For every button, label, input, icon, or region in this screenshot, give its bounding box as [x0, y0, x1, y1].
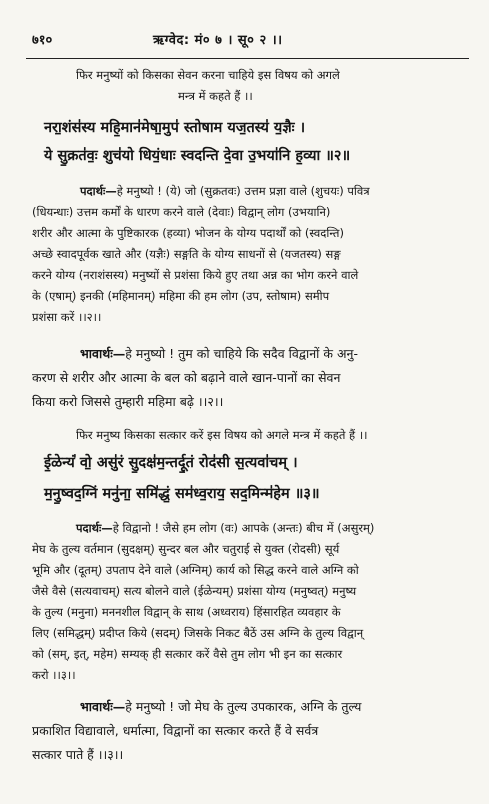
padartha-line: को (सम्, इत्, महेम) सम्यक् ही सत्कार करें वैसे तुम लोग भी इन का सत्कार: [32, 647, 343, 661]
padartha-label: पदार्थः—: [80, 184, 117, 198]
intro-line: फिर मनुष्य किसका सत्कार करें इस विषय को अगले मन्त्र में कहते हैं ।।: [76, 428, 368, 442]
padartha-label: पदार्थः—: [76, 521, 113, 535]
bhavartha-line: प्रकाशित विद्यावाले, धर्मात्मा, विद्वानों का सत्कार करते हैं वे सर्वत्र: [32, 723, 319, 738]
page-header: [18, 30, 471, 50]
page-number: ७१०: [32, 33, 53, 48]
bhavartha-line: सत्कार पाते हैं ।।३।।: [32, 747, 124, 762]
padartha-line: अच्छे स्वादपूर्वक खाते और (यज्ञैः) सङ्गति के योग्य साधनों से (यजतस्य) सङ्ग: [32, 247, 341, 261]
padartha-line: मेघ के तुल्य वर्तमान (सुदक्षम्) सुन्दर बल और चतुराई से युक्त (रोदसी) सूर्य: [32, 542, 340, 556]
padartha-line: (धियन्धाः) उत्तम कर्मों के धारण करने वाले (देवाः) विद्वान् लोग (उभयानि): [32, 205, 331, 219]
padartha-line: पदार्थः—हे मनुष्यो ! (ये) जो (सुक्रतवः) उत्तम प्रज्ञा वाले (शुचयः) पवित्र: [80, 184, 370, 198]
bhavartha-label: भावार्थः—: [80, 346, 126, 361]
intro-line: मन्त्र में कहते हैं ।।: [178, 89, 253, 103]
padartha-line: करने योग्य (नराशंसस्य) मनुष्यों से प्रशंसा किये हुए तथा अन्न का भोग करने वाले: [32, 268, 359, 282]
bhavartha-line: भावार्थः—हे मनुष्यो ! तुम को चाहिये कि सदैव विद्वानों के अनु-: [80, 346, 358, 361]
mantra-line: म॒नु॒ष्वद॒ग्निं मनु॑ना॒ समि॑द्धं॒ सम॑ध्व॒राय॒ सद॒मिन्म॑हेम ॥३॥: [44, 486, 320, 502]
intro-line: फिर मनुष्यों को किसका सेवन करना चाहिये इस विषय को अगले: [76, 68, 340, 82]
padartha-line: के (एषाम्) इनकी (महिमानम्) महिमा की हम लोग (उप, स्तोषाम) समीप: [32, 289, 330, 303]
bhavartha-line: किया करो जिससे तुम्हारी महिमा बढ़े ।।२।।: [32, 394, 224, 409]
bhavartha-line: करण से शरीर और आत्मा के बल को बढ़ाने वाले खान-पानों का सेवन: [32, 370, 341, 385]
mantra-line: नरा॒शंस॑स्य महि॒मान॑मेषा॒मुप॑ स्तोषाम यज॒तस्य॑ य॒ज्ञैः ।: [44, 120, 306, 136]
bhavartha-line: भावार्थः—हे मनुष्यो ! जो मेघ के तुल्य उपकारक, अग्नि के तुल्य: [80, 699, 362, 714]
padartha-line: शरीर और आत्मा के पुष्टिकारक (हव्या) भोजन के योग्य पदार्थों को (स्वदन्ति): [32, 226, 344, 240]
padartha-line: के तुल्य (मनुना) मननशील विद्वान् के साथ (अध्वराय) हिंसारहित व्यवहार के: [32, 605, 341, 619]
bhavartha-label: भावार्थः—: [80, 699, 126, 714]
padartha-line: करो ।।३।।: [32, 668, 76, 682]
mantra-line: ई॒ळेन्यं॑ वो॒ असु॑रं सु॒दक्ष॑म॒न्तर्दू॒तं रोद॑सी स॒त्यवा॑चम् ।: [44, 455, 298, 471]
padartha-line: भूमि और (दूतम्) उपताप देने वाले (अग्निम्) कार्य को सिद्ध करने वाले अग्नि को: [32, 563, 359, 577]
padartha-line: लिए (समिद्धम्) प्रदीप्त किये (सदम्) जिसके निकट बैठें उस अग्नि के तुल्य विद्वान्: [32, 626, 364, 640]
padartha-line: जैसे वैसे (सत्यवाचम्) सत्य बोलने वाले (ईळेन्यम्) प्रशंसा योग्य (मनुष्वत्) मनुष्य: [32, 584, 357, 598]
mantra-line: ये सु॒क्रत॑वः॒ शुच॑यो धियं॒धाः स्वदन्ति दे॒वा उ॒भया॑नि ह॒व्या ॥२॥: [44, 148, 351, 164]
running-title: ऋग्वेद: मं० ७ । सू० २ ।।: [153, 33, 283, 48]
padartha-line: पदार्थः—हे विद्वानो ! जैसे हम लोग (वः) आपके (अन्तः) बीच में (असुरम्): [76, 521, 375, 535]
header-rule: [26, 58, 469, 59]
padartha-line: प्रशंसा करें ।।२।।: [32, 310, 102, 324]
